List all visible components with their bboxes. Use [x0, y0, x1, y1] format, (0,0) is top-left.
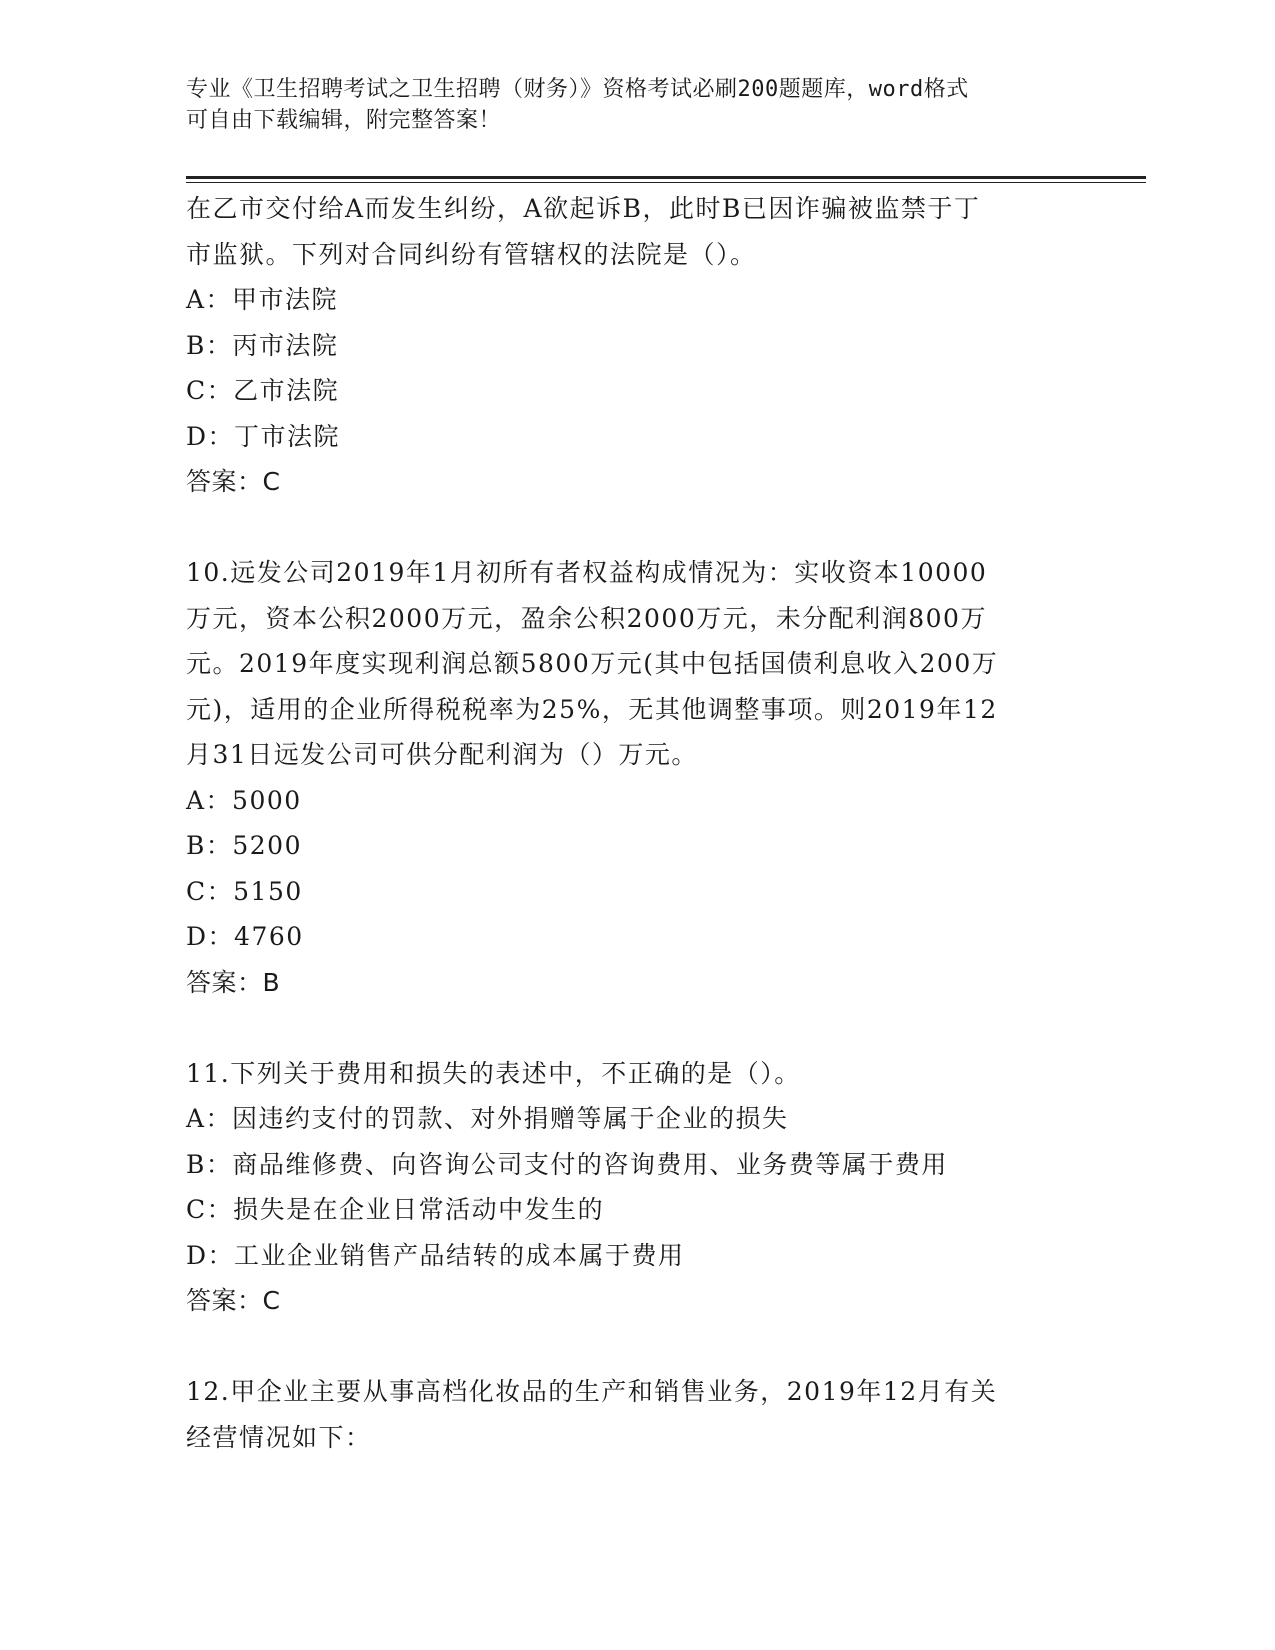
- document-header: [186, 74, 1086, 136]
- question-9-tail: [186, 186, 1086, 505]
- question-11: [186, 1051, 1086, 1324]
- option-c: C：乙市法院: [186, 376, 340, 405]
- option-b: B：5200: [186, 831, 302, 860]
- question-text-line: 市监狱。下列对合同纠纷有管辖权的法院是（）。: [186, 239, 757, 269]
- question-text-line: 经营情况如下：: [186, 1422, 372, 1452]
- option-a: A：5000: [186, 785, 302, 815]
- answer-line: 答案：B: [186, 967, 281, 997]
- question-text-line: 元。2019年度实现利润总额5800万元(其中包括国债利息收入200万: [186, 649, 999, 678]
- header-line: 可自由下载编辑，附完整答案！: [186, 108, 502, 133]
- option-c: C：损失是在企业日常活动中发生的: [186, 1195, 605, 1224]
- question-text-line: 万元，资本公积2000万元，盈余公积2000万元，未分配利润800万: [186, 603, 987, 633]
- option-d: D：工业企业销售产品结转的成本属于费用: [186, 1240, 685, 1270]
- header-line: 专业《卫生招聘考试之卫生招聘（财务）》资格考试必刷200题题库，word格式: [186, 77, 969, 102]
- question-10: [186, 550, 1086, 1005]
- question-text-line: 10.远发公司2019年1月初所有者权益构成情况为：实收资本10000: [186, 558, 988, 587]
- option-c: C：5150: [186, 876, 303, 906]
- question-12: [186, 1369, 1086, 1460]
- option-a: A：因违约支付的罚款、对外捐赠等属于企业的损失: [186, 1104, 789, 1133]
- option-b: B：丙市法院: [186, 330, 339, 360]
- answer-line: 答案：C: [186, 467, 281, 496]
- question-text-line: 在乙市交付给A而发生纠纷，A欲起诉B，此时B已因诈骗被监禁于丁: [186, 194, 981, 223]
- answer-line: 答案：C: [186, 1286, 281, 1315]
- option-a: A：甲市法院: [186, 285, 339, 314]
- question-content: [186, 186, 1086, 1460]
- option-d: D：丁市法院: [186, 421, 341, 451]
- option-b: B：商品维修费、向咨询公司支付的咨询费用、业务费等属于费用: [186, 1149, 948, 1179]
- option-d: D：4760: [186, 922, 304, 951]
- question-text-line: 月31日远发公司可供分配利润为（）万元。: [186, 740, 698, 769]
- question-text-line: 11.下列关于费用和损失的表述中，不正确的是（）。: [186, 1058, 801, 1088]
- question-text-line: 12.甲企业主要从事高档化妆品的生产和销售业务，2019年12月有关: [186, 1377, 998, 1406]
- header-rule-thick: [186, 176, 1146, 179]
- question-text-line: 元)，适用的企业所得税税率为25%，无其他调整事项。则2019年12: [186, 694, 998, 724]
- header-rule-thin: [186, 182, 1146, 183]
